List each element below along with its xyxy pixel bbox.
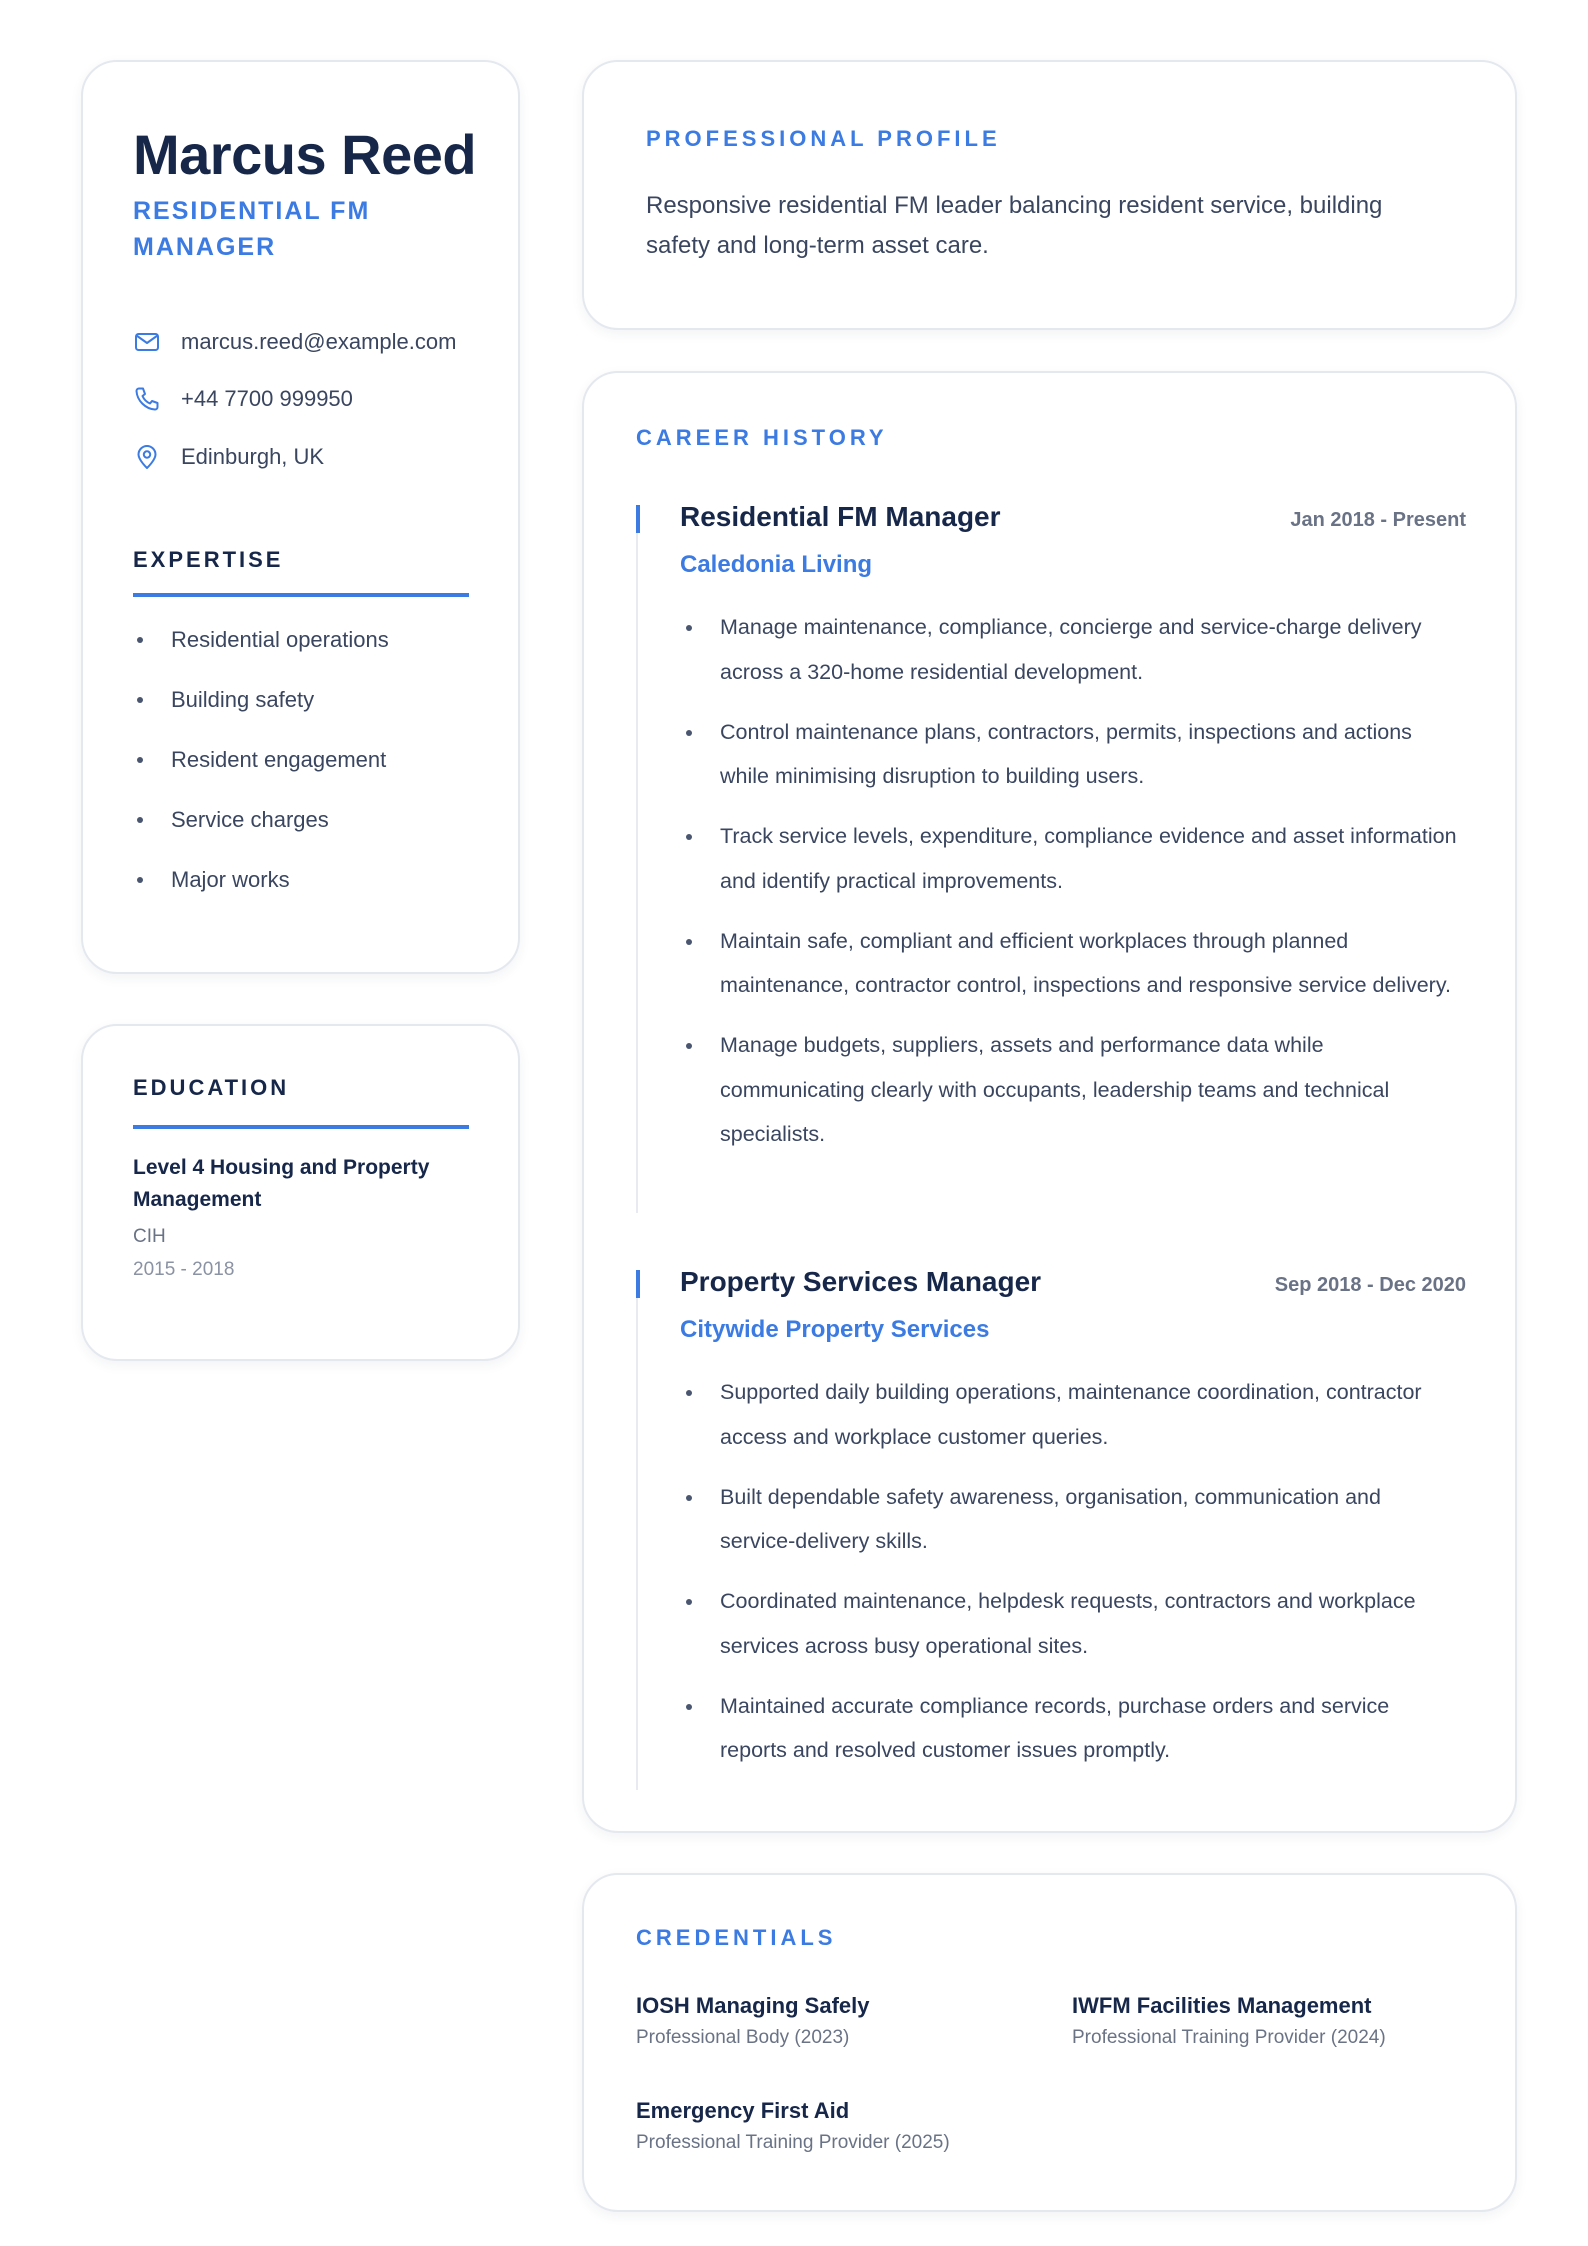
job-dates: Jan 2018 - Present (1290, 509, 1466, 531)
bullet-dot (137, 817, 143, 823)
job-bullet: Manage maintenance, compliance, concierge and service-charge delivery across a 320-home residential development. (680, 605, 1460, 694)
contact-email[interactable] (133, 325, 456, 359)
job-bullets (680, 605, 1460, 1172)
candidate-role: RESIDENTIAL FM MANAGER (133, 197, 371, 261)
job-bullet: Supported daily building operations, maintenance coordination, contractor access and workplace customer queries. (680, 1370, 1460, 1459)
credential-name: IOSH Managing Safely (636, 1993, 870, 2018)
contact-phone-text: +44 7700 999950 (181, 386, 353, 411)
phone-icon (133, 385, 161, 413)
job-bullet: Built dependable safety awareness, organisation, communication and service-delivery skills. (680, 1475, 1460, 1564)
expertise-heading: EXPERTISE (133, 547, 284, 572)
bullet-dot (137, 877, 143, 883)
contact-location (133, 440, 324, 474)
contact-email-text: marcus.reed@example.com (181, 329, 457, 354)
timeline-line (636, 1270, 638, 1790)
credential-item (636, 2098, 950, 2154)
expertise-item: Service charges (137, 805, 329, 835)
credential-item (636, 1993, 870, 2049)
location-pin-icon (133, 443, 161, 471)
job-title: Residential FM Manager (680, 501, 1001, 532)
credentials-heading: CREDENTIALS (636, 1925, 837, 1950)
job-entry (636, 1266, 1466, 1790)
job-bullet: Maintain safe, compliant and efficient workplaces through planned maintenance, contractor control, inspections and responsive service delivery. (680, 919, 1460, 1008)
job-bullet: Coordinated maintenance, helpdesk requests, contractors and workplace services across busy operational sites. (680, 1579, 1460, 1668)
job-bullet: Control maintenance plans, contractors, permits, inspections and actions while minimising disruption to building users. (680, 710, 1460, 799)
contact-phone[interactable] (133, 382, 353, 416)
bullet-dot (137, 757, 143, 763)
job-dates: Sep 2018 - Dec 2020 (1274, 1274, 1466, 1296)
job-bullet: Maintained accurate compliance records, purchase orders and service reports and resolved customer issues promptly. (680, 1684, 1460, 1773)
timeline-accent (636, 1270, 640, 1298)
credentials-card (582, 1873, 1517, 2212)
education-card (81, 1024, 520, 1361)
expertise-item: Major works (137, 865, 290, 895)
education-rule (133, 1125, 469, 1129)
credential-meta: Professional Body (2023) (636, 2027, 850, 2048)
credential-item (1072, 1993, 1386, 2049)
sidebar-card (81, 60, 520, 974)
expertise-item: Residential operations (137, 625, 389, 655)
candidate-name: Marcus Reed (133, 123, 477, 186)
job-company: Citywide Property Services (680, 1316, 990, 1343)
job-bullet: Manage budgets, suppliers, assets and performance data while communicating clearly with occupants, leadership teams and technical specialists. (680, 1023, 1460, 1157)
expertise-item: Resident engagement (137, 745, 386, 775)
bullet-dot (137, 697, 143, 703)
timeline-accent (636, 505, 640, 533)
career-heading: CAREER HISTORY (636, 425, 888, 450)
expertise-rule (133, 593, 469, 597)
credential-meta: Professional Training Provider (2024) (1072, 2027, 1386, 2048)
education-heading: EDUCATION (133, 1075, 290, 1100)
timeline-line (636, 505, 638, 1213)
profile-card (582, 60, 1517, 330)
mail-icon (133, 328, 161, 356)
education-title: Level 4 Housing and Property Management (133, 1156, 430, 1211)
contact-location-text: Edinburgh, UK (181, 444, 325, 469)
credential-meta: Professional Training Provider (2025) (636, 2132, 950, 2153)
job-title: Property Services Manager (680, 1266, 1042, 1297)
education-institution: CIH (133, 1226, 166, 1247)
career-card (582, 371, 1517, 1833)
job-company: Caledonia Living (680, 551, 873, 578)
job-bullet: Track service levels, expenditure, compliance evidence and asset information and identify practical improvements. (680, 814, 1460, 903)
bullet-dot (137, 637, 143, 643)
credential-name: Emergency First Aid (636, 2098, 850, 2123)
education-years: 2015 - 2018 (133, 1259, 235, 1280)
profile-heading: PROFESSIONAL PROFILE (646, 126, 1001, 151)
expertise-item: Building safety (137, 685, 314, 715)
profile-summary: Responsive residential FM leader balancing resident service, building safety and long-term asset care. (646, 192, 1383, 259)
credential-name: IWFM Facilities Management (1072, 1993, 1372, 2018)
job-bullets (680, 1370, 1460, 1788)
job-entry (636, 501, 1466, 1213)
